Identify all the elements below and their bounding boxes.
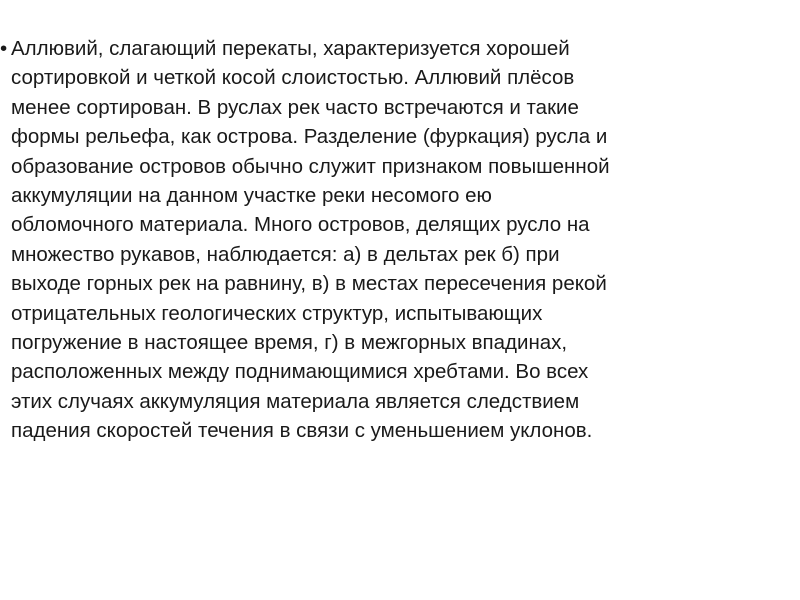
text-line-14: падения скоростей течения в связи с уменьшением уклонов. (11, 419, 593, 443)
text-line-6: аккумуляции на данном участке реки несомого ею (11, 184, 492, 208)
text-line-2: сортировкой и четкой косой слоистостью. Аллювий плёсов (11, 66, 575, 90)
body-text (0, 34, 800, 446)
text-line-13: этих случаях аккумуляция материала является следствием (11, 389, 580, 413)
bullet-point: • (0, 37, 8, 60)
text-line-1 (0, 34, 800, 63)
text-line-1-content: Аллювий, слагающий перекаты, характеризуется хорошей (11, 37, 570, 60)
text-line-3: менее сортирован. В руслах рек часто встречаются и такие (11, 95, 579, 119)
text-line-11: погружение в настоящее время, г) в межгорных впадинах, (11, 331, 568, 355)
text-line-12: расположенных между поднимающимися хребтами. Во всех (11, 360, 589, 384)
text-line-5: образование островов обычно служит признаком повышенной (11, 154, 610, 178)
text-line-4: формы рельефа, как острова. Разделение (фуркация) русла и (11, 125, 608, 149)
text-line-7: обломочного материала. Много островов, делящих русло на (11, 213, 590, 237)
text-line-9: выходе горных рек на равнину, в) в местах пересечения рекой (11, 272, 607, 296)
text-line-8: множество рукавов, наблюдается: а) в дельтах рек б) при (11, 242, 560, 266)
text-line-10: отрицательных геологических структур, испытывающих (11, 301, 543, 325)
